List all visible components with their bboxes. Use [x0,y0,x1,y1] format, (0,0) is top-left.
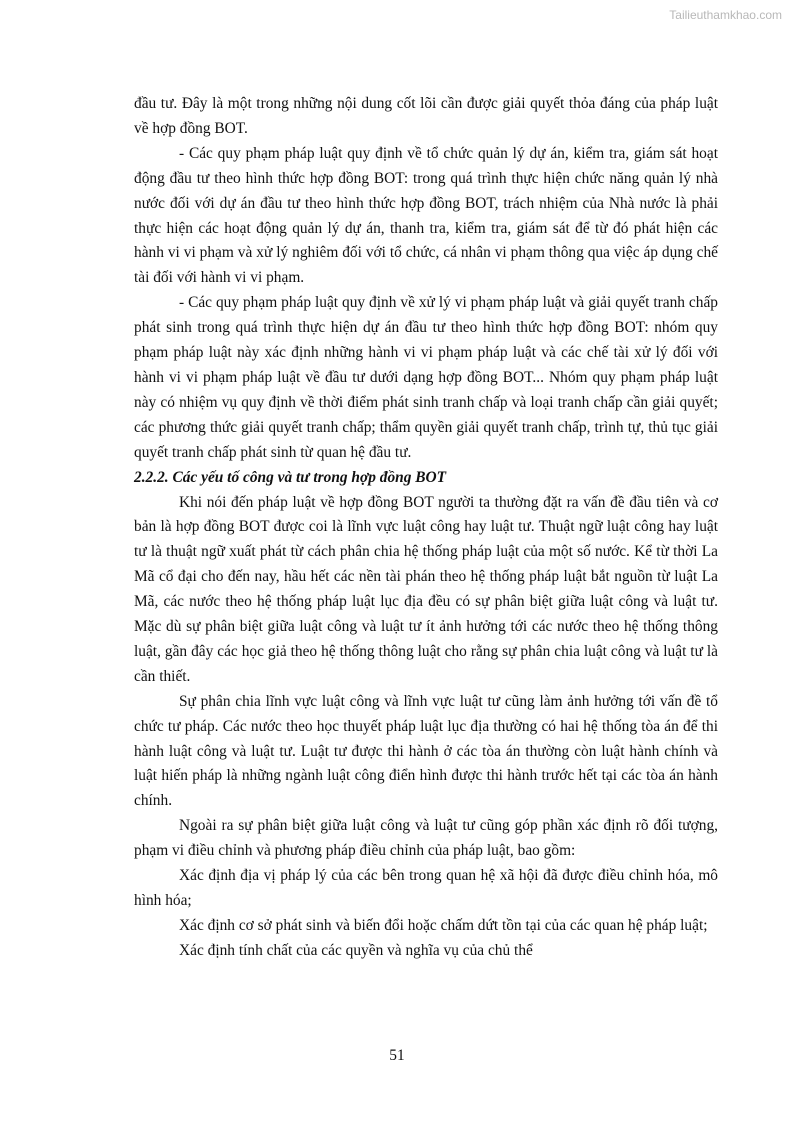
paragraph-scope: Ngoài ra sự phân biệt giữa luật công và luật tư cũng góp phần xác định rõ đối tượng, phạm vi điều chỉnh và phương pháp điều chỉnh của pháp luật, bao gồm: [134,817,718,860]
paragraph-public-private-law: Khi nói đến pháp luật về hợp đồng BOT người ta thường đặt ra vấn đề đầu tiên và cơ bản là hợp đồng BOT được coi là lĩnh vực luật công hay luật tư. Thuật ngữ luật công hay luật tư là thuật ngữ xuất phát từ cách phân chia hệ thống pháp luật của một số nước. Kể từ thời La Mã cổ đại cho đến nay, hầu hết các nền tài phán theo hệ thống pháp luật bắt nguồn từ luật La Mã, các nước theo hệ thống pháp luật lục địa đều có sự phân biệt giữa luật công và luật tư. Mặc dù sự phân biệt giữa luật công và luật tư ít ảnh hưởng tới các nước theo hệ thống thông luật, gần đây các học giả theo hệ thống thông luật cho rằng sự phân chia luật công và luật tư là cần thiết. [134,493,718,685]
list-item: Xác định tính chất của các quyền và nghĩa vụ của chủ thể [179,941,533,959]
list-item: Xác định địa vị pháp lý của các bên trong quan hệ xã hội đã được điều chỉnh hóa, mô hình hóa; [134,867,718,909]
document-body [134,92,718,964]
page-number: 51 [389,1047,405,1064]
paragraph-judicial-organization: Sự phân chia lĩnh vực luật công và lĩnh vực luật tư cũng làm ảnh hưởng tới vấn đề tổ chức tư pháp. Các nước theo học thuyết pháp luật lục địa thường có hai hệ thống tòa án để thi hành luật công và luật tư. Luật tư được thi hành ở các tòa án thường còn luật hành chính và luật hiến pháp là những ngành luật công điển hình được thi hành trước hết tại các tòa án hành chính. [134,692,718,810]
paragraph-project-management: - Các quy phạm pháp luật quy định về tổ chức quản lý dự án, kiểm tra, giám sát hoạt động đầu tư theo hình thức hợp đồng BOT: trong quá trình thực hiện chức năng quản lý nhà nước đối với dự án đầu tư theo hình thức hợp đồng BOT, trách nhiệm của Nhà nước là phải thực hiện các hoạt động quản lý dự án, thanh tra, kiểm tra, giám sát để từ đó phát hiện các hành vi vi phạm và xử lý nghiêm đối với tổ chức, cá nhân vi phạm thông qua việc áp dụng chế tài đối với hành vi vi phạm. [134,144,718,287]
list-item: Xác định cơ sở phát sinh và biến đổi hoặc chấm dứt tồn tại của các quan hệ pháp luật; [179,916,708,934]
paragraph-dispute-resolution: - Các quy phạm pháp luật quy định về xử lý vi phạm pháp luật và giải quyết tranh chấp phát sinh trong quá trình thực hiện dự án đầu tư theo hình thức hợp đồng BOT: nhóm quy phạm pháp luật này xác định những hành vi vi phạm pháp luật và các chế tài xử lý đối với hành vi vi phạm pháp luật về đầu tư dưới dạng hợp đồng BOT... Nhóm quy phạm pháp luật này có nhiệm vụ quy định về thời điểm phát sinh tranh chấp và loại tranh chấp cần giải quyết; các phương thức giải quyết tranh chấp; thẩm quyền giải quyết tranh chấp, trình tự, thủ tục giải quyết tranh chấp phát sinh từ quan hệ đầu tư. [134,294,718,461]
paragraph-continuation: đầu tư. Đây là một trong những nội dung cốt lõi cần được giải quyết thỏa đáng của pháp luật về hợp đồng BOT. [134,95,718,137]
watermark: Tailieuthamkhao.com [669,8,782,22]
section-heading: 2.2.2. Các yếu tố công và tư trong hợp đồng BOT [134,468,447,486]
